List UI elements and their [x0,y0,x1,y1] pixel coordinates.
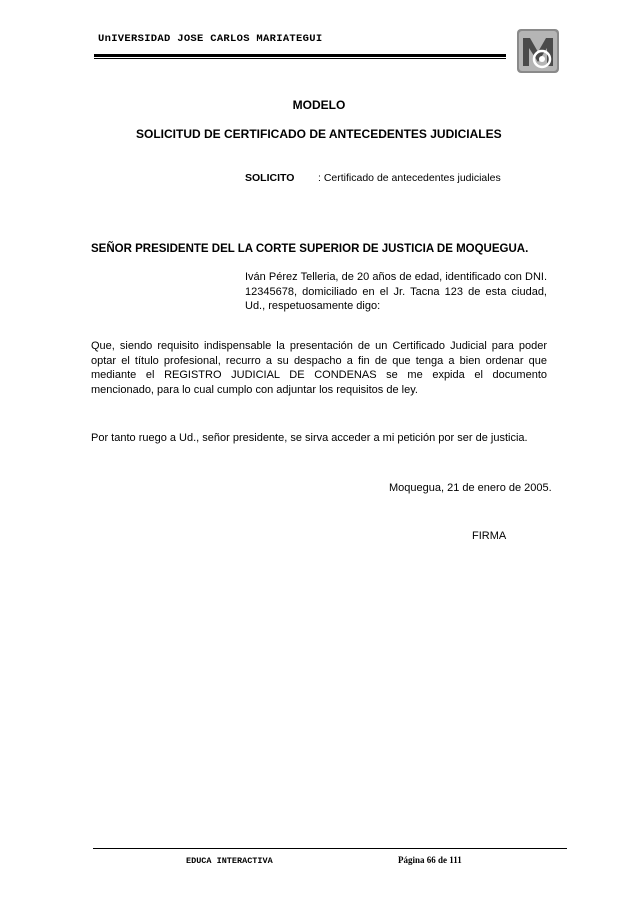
header-rule-thin [94,58,506,59]
footer-rule [93,848,567,849]
signature-label: FIRMA [472,530,507,542]
solicito-value: : Certificado de antecedentes judiciales [318,172,501,184]
solicito-label: SOLICITO [245,172,295,184]
header-rule-thick [94,54,506,57]
footer-brand: EDUCA INTERACTIVA [186,856,273,866]
addressee: SEÑOR PRESIDENTE DEL LA CORTE SUPERIOR DE JUSTICIA DE MOQUEGUA. [91,243,529,255]
university-logo-icon [516,28,560,74]
document-title: SOLICITUD DE CERTIFICADO DE ANTECEDENTES JUDICIALES [136,127,502,141]
place-date: Moquegua, 21 de enero de 2005. [389,482,552,494]
model-title: MODELO [292,98,346,112]
page-number: Página 66 de 111 [398,855,462,865]
request-paragraph: Que, siendo requisito indispensable la presentación de un Certificado Judicial para poder optar el título profesional, recurro a su despacho a fin de que tenga a bien ordenar que mediante el REGISTRO JUDICIAL DE CONDENAS se me expida el documento mencionado, para lo cual cumplo con adjuntar los requisitos de ley. [91,340,547,396]
header-title: UnIVERSIDAD JOSE CARLOS MARIATEGUI [98,33,323,45]
closing-paragraph: Por tanto ruego a Ud., señor presidente, se sirva acceder a mi petición por ser de justicia. [91,432,528,444]
applicant-paragraph: Iván Pérez Telleria, de 20 años de edad, identificado con DNI. 12345678, domiciliado en el Jr. Tacna 123 de esta ciudad, Ud., respetuosamente digo: [245,271,547,312]
